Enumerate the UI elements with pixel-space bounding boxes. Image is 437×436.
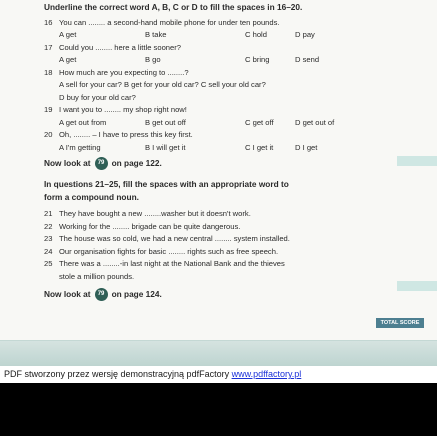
watermark-text: PDF stworzony przez wersję demonstracyjną pdfFactory [4,369,232,379]
option-c[interactable]: C bring [245,55,270,64]
question-text: How much are you expecting to ........? [59,67,189,77]
question-text: Our organisation fights for basic ........ rights such as free speech. [59,246,279,256]
question-number: 24 [44,246,53,256]
question-text-continued: stole a million pounds. [59,271,135,281]
question-24 [44,246,384,259]
option-a[interactable]: A get [59,55,77,64]
question-text: Could you ........ here a little sooner? [59,42,181,52]
score-tab [397,156,437,166]
option-d[interactable]: D buy for your old car? [59,92,136,102]
question-number: 20 [44,130,53,139]
question-number: 25 [44,259,53,268]
question-16 [44,17,384,42]
now-look-prefix: Now look at [44,289,91,300]
option-a[interactable]: A get out from [59,117,107,127]
question-25-continued [44,271,384,284]
question-text: I want you to ........ my shop right now! [59,105,187,114]
option-b[interactable]: B I will get it [145,142,186,152]
question-number: 22 [44,221,53,231]
question-19 [44,104,384,129]
pdf-watermark [0,366,437,383]
question-22 [44,221,384,234]
now-look-prefix: Now look at [44,158,91,169]
option-d[interactable]: D I get [295,142,318,152]
option-d[interactable]: D get out of [295,117,335,127]
option-a[interactable]: A I'm getting [59,142,101,152]
option-d[interactable]: D pay [295,30,315,39]
question-23 [44,233,384,246]
option-c[interactable]: C hold [245,30,267,39]
question-text: Working for the ........ brigade can be quite dangerous. [59,221,241,231]
score-tab [397,281,437,291]
option-a[interactable]: A get [59,30,77,39]
question-21 [44,208,384,221]
option-c[interactable]: C I get it [245,142,274,152]
section1-heading: Underline the correct word A, B, C or D to fill the spaces in 16–20. [44,2,303,12]
option-c[interactable]: C get off [245,117,274,127]
reference-badge-icon: 79 [95,288,108,301]
worksheet-content [44,0,384,301]
now-look-suffix: on page 124. [111,289,162,300]
question-25 [44,258,384,271]
question-number: 16 [44,17,53,27]
question-18 [44,67,384,105]
question-20 [44,129,384,154]
question-text: Oh, ........ – I have to press this key first. [59,130,193,139]
section2-heading-line2: form a compound noun. [44,191,139,202]
option-b[interactable]: B take [145,30,167,39]
question-number: 18 [44,67,53,77]
question-text: The house was so cold, we had a new central ........ system installed. [59,234,290,243]
section2-heading-line1: In questions 21–25, fill the spaces with an appropriate word to [44,179,289,189]
question-text: They have bought a new ........washer but it doesn't work. [59,209,251,218]
option-b[interactable]: B get out off [145,117,186,127]
question-number: 23 [44,234,53,243]
option-d[interactable]: D send [295,55,320,64]
now-look-reference [44,288,384,301]
blank-area [0,383,437,436]
question-17 [44,42,384,67]
watermark-link[interactable]: www.pdffactory.pl [231,369,302,379]
question-text: You can ........ a second-hand mobile phone for under ten pounds. [59,17,280,27]
now-look-reference [44,157,384,170]
question-number: 19 [44,105,53,114]
options-line[interactable]: A sell for your car? B get for your old car? C sell your old car? [59,80,266,89]
reference-badge-icon: 79 [95,157,108,170]
question-number: 21 [44,209,53,218]
total-score-label: TOTAL SCORE [376,318,424,328]
now-look-suffix: on page 122. [111,158,162,169]
option-b[interactable]: B go [145,55,161,64]
question-text: There was a ........-in last night at the National Bank and the thieves [59,259,285,268]
question-number: 17 [44,42,53,52]
indent [44,271,59,284]
